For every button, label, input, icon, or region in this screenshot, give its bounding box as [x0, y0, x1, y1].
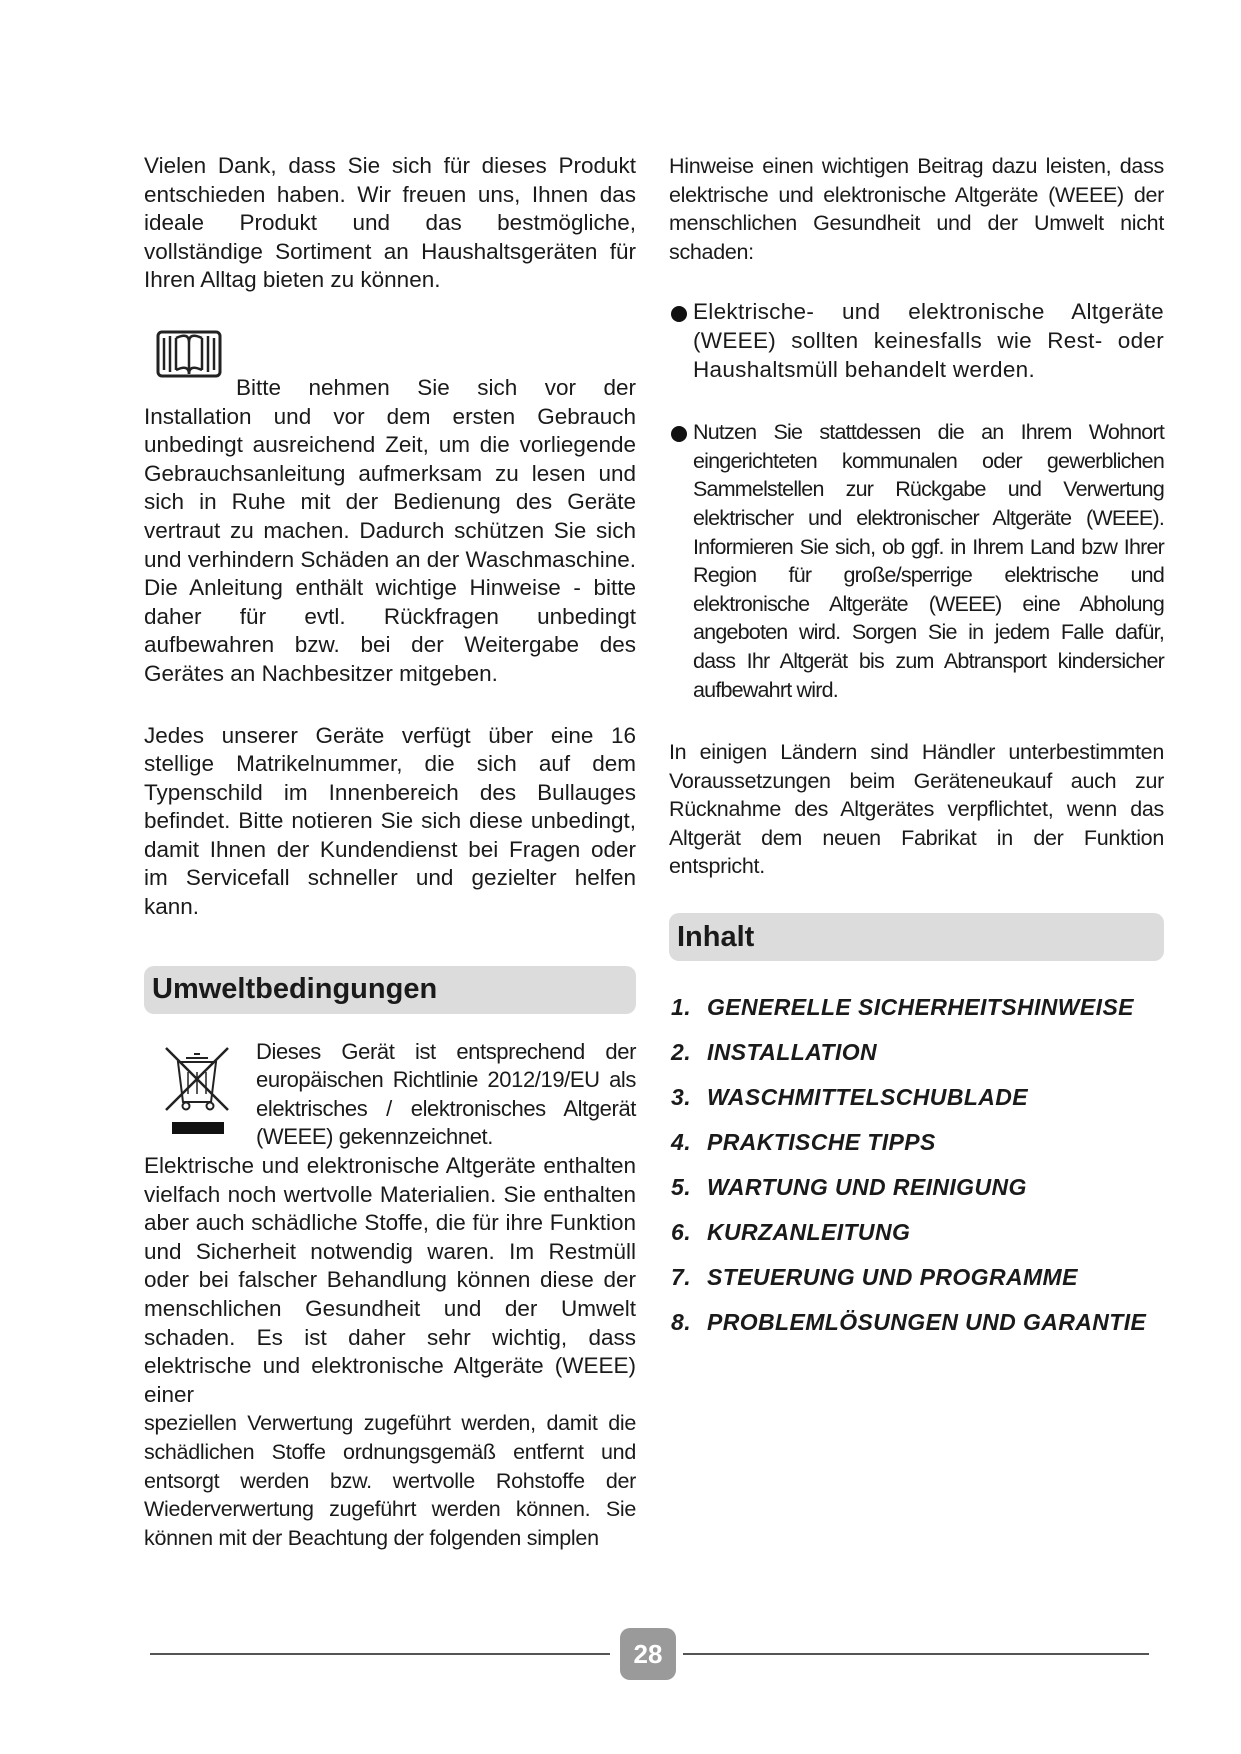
left-column [144, 152, 636, 1552]
bullet-text: Elektrische- und elektronische Altgeräte (WEEE) sollten keinesfalls wie Rest- oder Haushaltsmüll behandelt werden. [693, 299, 1164, 382]
crossed-out-wheelie-bin-icon [164, 1044, 230, 1136]
table-of-contents [669, 985, 1164, 1345]
list-item [669, 298, 1164, 384]
toc-item: 7. STEUERUNG UND PROGRAMME [671, 1264, 1078, 1291]
footer-divider-right [683, 1653, 1149, 1655]
manual-note-block [144, 328, 636, 689]
environment-section-title: Umweltbedingungen [152, 973, 438, 1006]
retailer-paragraph: In einigen Ländern sind Händler unterbestimmten Voraussetzungen beim Geräteneukauf auch zur Rücknahme des Altgerätes verpflichtet, wenn das Altgerät dem neuen Fabrikat in der Funktion entspricht. [669, 740, 1164, 879]
continuation-paragraph: Hinweise einen wichtigen Beitrag dazu leisten, dass elektrische und elektronische Altgeräte (WEEE) der menschlichen Gesundheit und der Umwelt nicht schaden: [669, 154, 1164, 264]
weee-note-paragraph: Dieses Gerät ist entsprechend der europäischen Richtlinie 2012/19/EU als elektrisches / elektronisches Altgerät (WEEE) gekennzeichnet. [256, 1038, 636, 1150]
toc-item: 6. KURZANLEITUNG [671, 1219, 911, 1246]
intro-paragraph: Vielen Dank, dass Sie sich für dieses Produkt entschieden haben. Wir freuen uns, Ihnen das ideale Produkt und das bestmögliche, vollständige Sortiment an Haushaltsgeräten für Ihren Alltag bieten zu können. [144, 153, 636, 293]
disposal-bullet-list [669, 298, 1164, 704]
page-number-badge: 28 [620, 1628, 676, 1680]
footer-divider-left [150, 1653, 610, 1655]
toc-item: 8. PROBLEMLÖSUNGEN UND GARANTIE [671, 1309, 1147, 1336]
list-item [669, 418, 1164, 704]
bullet-icon [671, 306, 687, 322]
bullet-text: Nutzen Sie stattdessen die an Ihrem Wohnort eingerichteten kommunalen oder gewerblichen Sammelstellen zur Rückgabe und Verwertung elektrischer und elektronischer Altgeräte (WEEE). Informieren Sie sich, ob ggf. in Ihrem Land bzw Ihrer Region für große/sperrige elektrische und elektronische Altgeräte (WEEE) eine Abholung angeboten wird. Sorgen Sie in jedem Falle dafür, dass Ihr Altgerät bis zum Abtransport kindersicher aufbewahrt wird. [693, 420, 1164, 702]
environment-text-2: speziellen Verwertung zugeführt werden, damit die schädlichen Stoffe ordnungsgemäß entfernt und entsorgt werden bzw. wertvolle Rohstoffe der Wiederverwertung zugeführt werden können. Sie können mit der Beachtung der folgenden simplen [144, 1411, 636, 1550]
environment-text-1: Elektrische und elektronische Altgeräte enthalten vielfach noch wertvolle Materialien. Sie enthalten aber auch schädliche Stoffe, die für ihre Funktion und Sicherheit notwendig waren. Im Restmüll oder bei falscher Behandlung können diese der menschlichen Gesundheit und der Umwelt schaden. Es ist daher sehr wichtig, dass elektrische und elektronische Altgeräte (WEEE) einer [144, 1153, 636, 1407]
toc-section-title: Inhalt [677, 920, 755, 953]
manual-note-paragraph: Bitte nehmen Sie sich vor der Installation und vor dem ersten Gebrauch unbedingt ausreichend Zeit, um die vorliegende Gebrauchsanleitung aufmerksam zu lesen und sich in Ruhe mit der Bedienung des Geräte vertraut zu machen. Dadurch schützen Sie sich und verhindern Schäden an der Waschmaschine. Die Anleitung enthält wichtige Hinweise - bitte daher für evtl. Rückfragen unbedingt aufbewahren bzw. bei der Weitergabe des Gerätes an Nachbesitzer mitgeben. [144, 374, 636, 686]
toc-section-header [669, 913, 1164, 961]
environment-section-header [144, 966, 636, 1014]
weee-note-block [144, 1038, 636, 1152]
toc-item: 1. GENERELLE SICHERHEITSHINWEISE [671, 994, 1134, 1021]
serial-number-paragraph: Jedes unserer Geräte verfügt über eine 16 stellige Matrikelnummer, die sich auf dem Typenschild im Innenbereich des Bullauges befindet. Bitte notieren Sie sich diese unbedingt, damit Ihnen der Kundendienst bei Fragen oder im Servicefall schneller und gezielter helfen kann. [144, 722, 636, 920]
toc-item: 4. PRAKTISCHE TIPPS [671, 1129, 936, 1156]
bullet-icon [671, 426, 687, 442]
toc-item: 3. WASCHMITTELSCHUBLADE [671, 1084, 1029, 1111]
toc-item: 2. INSTALLATION [671, 1039, 878, 1066]
open-book-icon [156, 328, 222, 380]
right-column [669, 152, 1164, 1345]
toc-item: 5. WARTUNG UND REINIGUNG [671, 1174, 1027, 1201]
